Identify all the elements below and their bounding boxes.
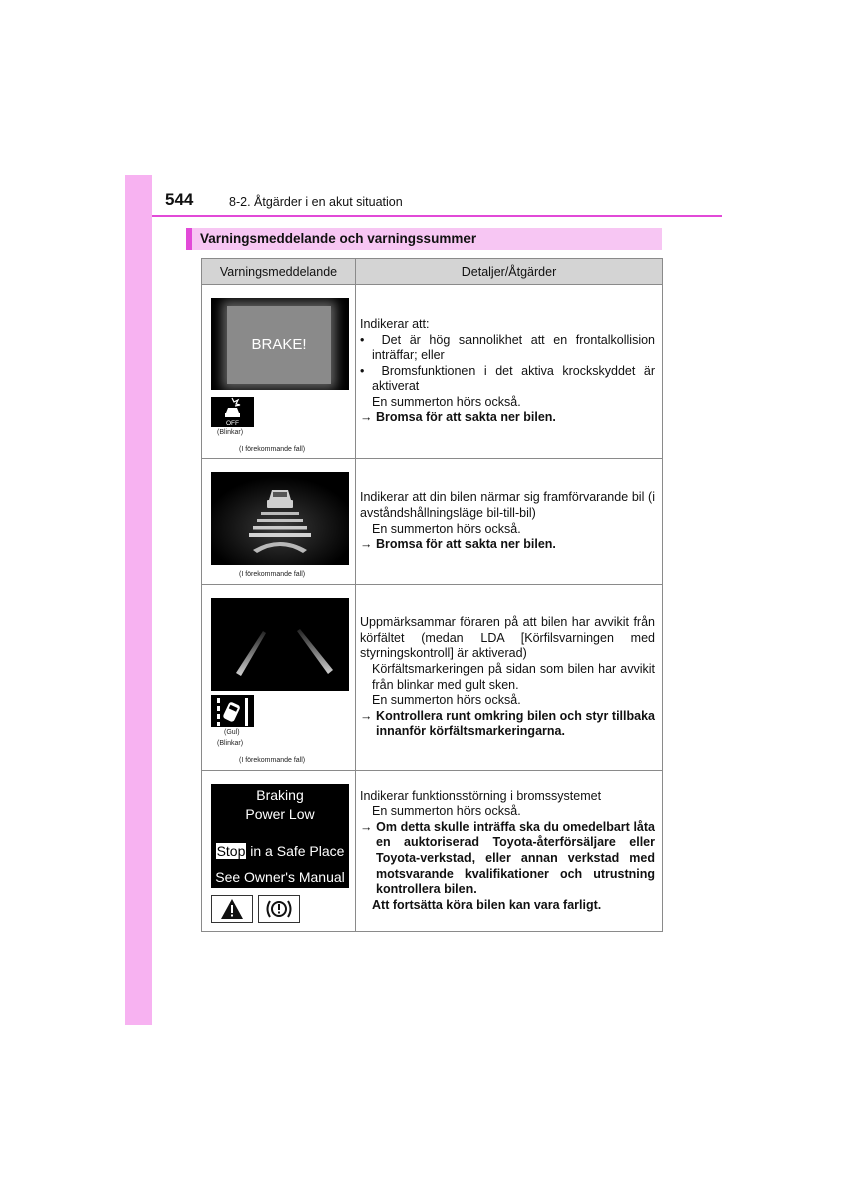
column-header: Varningsmeddelande [202,259,356,285]
header-rule [152,215,722,217]
details-note: En summerton hörs också. [372,521,521,536]
screen-message-line: Stop in a Safe Place [216,843,345,859]
table-header-row [202,259,663,285]
details-cell [356,459,663,585]
details-note: En summerton hörs också. [372,693,521,708]
applicability-note: (I förekommande fall) [239,446,306,453]
screen-message-line: Braking [256,787,304,803]
icon-caption: (Blinkar) [217,429,244,436]
warning-table [201,258,663,932]
braking-power-low-screen [211,784,349,888]
screen-message-line: Power Low [245,806,315,822]
pcs-off-icon [211,397,254,427]
details-cell [356,585,663,771]
warning-visual-cell [202,459,356,585]
section-title: Varningsmeddelande och varningssummer [186,228,662,250]
details-note: En summerton hörs också. [372,804,521,819]
applicability-note: (I förekommande fall) [239,757,306,764]
details-intro: Indikerar att din bilen närmar sig framförvarande bil (i avståndshållningsläge bil-till-bil) [360,490,655,520]
warning-triangle-icon [211,895,253,923]
details-intro: Indikerar att: [360,316,430,331]
details-action: → Om detta skulle inträffa ska du omedelbart låta en auktoriserad Toyota-återförsäljare eller Toyota-verkstad, eller annan verkstad med motsvarande kvalifikationer och utrustning kontrollera bilen. [360,819,655,897]
details-bullet: • Bromsfunktionen i det aktiva krockskyddet är aktiverat [360,363,656,394]
icon-color-caption: (Gul) [224,729,240,736]
screen-message-line: See Owner's Manual [215,869,345,885]
table-row [202,771,663,932]
stop-highlight: Stop [216,843,246,859]
warning-visual-cell [202,285,356,459]
table-row [202,459,663,585]
details-note: Körfältsmarkeringen på sidan som bilen har avvikit från blinkar med gult sken. [372,661,655,692]
vehicle-approach-screen [211,472,349,565]
details-action: → Kontrollera runt omkring bilen och styr tillbaka innanför körfältsmarkeringarna. [360,708,655,739]
brake-warning-screen [211,298,349,390]
details-intro: Uppmärksammar föraren på att bilen har avvikit från körfältet (medan LDA [Körfilsvarningen med styrningskontroll] är aktiverad) [360,615,655,661]
brake-system-warning-icon [258,895,300,923]
warning-visual-cell [202,771,356,932]
details-note: En summerton hörs också. [372,394,521,409]
details-cell [356,771,663,932]
details-action: → Bromsa för att sakta ner bilen. [360,537,556,552]
details-warning: Att fortsätta köra bilen kan vara farligt. [372,897,602,912]
column-header: Detaljer/Åtgärder [356,259,663,285]
table-row [202,585,663,771]
page-number: 544 [165,190,194,209]
brake-message: BRAKE! [227,306,331,384]
chapter-title: 8-2. Åtgärder i en akut situation [229,195,403,209]
icon-caption: (Blinkar) [217,740,244,747]
details-bullet: • Det är hög sannolikhet att en frontalkollision inträffar; eller [360,332,655,363]
details-intro: Indikerar funktionsstörning i bromssystemet [360,788,602,803]
details-cell [356,285,663,459]
applicability-note: (I förekommande fall) [239,571,306,578]
details-action: → Bromsa för att sakta ner bilen. [360,410,556,425]
chapter-side-band [125,175,152,1025]
warning-visual-cell [202,585,356,771]
table-row [202,285,663,459]
pcs-off-label: OFF [226,420,239,427]
lane-departure-screen [211,598,349,691]
lane-departure-icon [211,695,254,727]
